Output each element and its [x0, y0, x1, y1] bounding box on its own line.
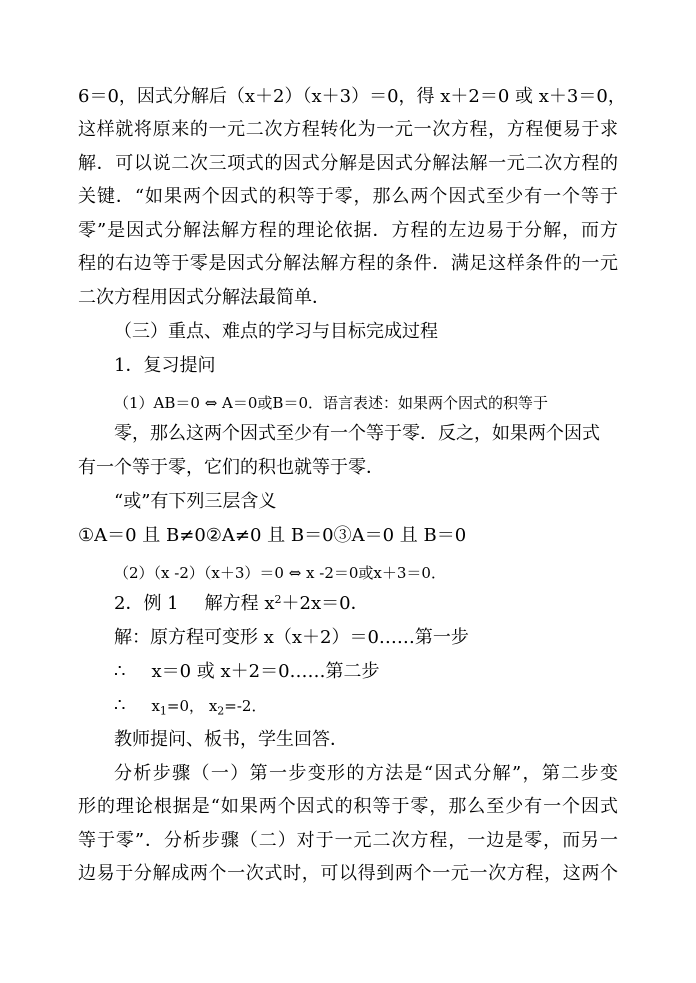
paragraph-line: 形的理论根据是“如果两个因式的积等于零，那么至少有一个因式	[78, 796, 618, 817]
solution-step-1: 解：原方程可变形 x（x＋2）＝0……第一步	[114, 627, 469, 648]
paragraph-line: 二次方程用因式分解法最简单．	[78, 287, 330, 308]
paragraph-line: 这样就将原来的一元二次方程转化为一元一次方程，方程便易于求	[78, 119, 618, 140]
paragraph-line: 教师提问、板书，学生回答．	[114, 729, 348, 750]
paragraph-line: 分析步骤（一）第一步变形的方法是“因式分解”，第二步变	[114, 763, 618, 784]
paragraph-line: 零”是因式分解法解方程的理论依据．方程的左边易于分解，而方	[78, 220, 618, 241]
equation-line: （1）AB＝0 ⇔ A＝0或B＝0．语言表述：如果两个因式的积等于	[114, 394, 548, 412]
paragraph-line: 等于零”．分析步骤（二）对于一元二次方程，一边是零，而另一	[78, 830, 618, 851]
solution-result: ∴ $x_1=0$， $x_2=-2$．	[114, 695, 267, 718]
therefore-symbol: ∴	[114, 661, 126, 682]
condition-line: ①A＝0 且 B≠0②A≠0 且 B＝0③A＝0 且 B＝0	[78, 525, 467, 546]
section-heading: （三）重点、难点的学习与目标完成过程	[114, 321, 438, 342]
paragraph-line: 程的右边等于零是因式分解法解方程的条件．满足这样条件的一元	[78, 253, 618, 274]
paragraph-line: 解．可以说二次三项式的因式分解是因式分解法解一元二次方程的	[78, 153, 618, 174]
paragraph-line: 关键．“如果两个因式的积等于零，那么两个因式至少有一个等于	[78, 186, 618, 207]
paragraph-line: 零，那么这两个因式至少有一个等于零．反之，如果两个因式	[114, 423, 600, 444]
paragraph-line: 6＝0，因式分解后（x＋2）（x＋3）＝0，得 x＋2＝0 或 x＋3＝0，	[78, 86, 626, 107]
equation-line: （2）（x -2）（x＋3）＝0 ⇔ x -2＝0或x＋3＝0．	[114, 564, 446, 582]
paragraph-line: 边易于分解成两个一次式时，可以得到两个一元一次方程，这两个	[78, 863, 618, 884]
paragraph-line: 有一个等于零，它们的积也就等于零．	[78, 457, 384, 478]
subsection-heading: 1．复习提问	[114, 355, 216, 376]
example-label: 2．例 1	[114, 593, 179, 614]
solution-step-2: ∴ x＝0 或 x＋2＝0……第二步	[114, 661, 380, 682]
paragraph-line: “或”有下列三层含义	[114, 491, 277, 512]
example-heading: 2．例 1 解方程 $x^2+2x=0$．	[114, 592, 369, 614]
therefore-symbol: ∴	[114, 695, 126, 716]
